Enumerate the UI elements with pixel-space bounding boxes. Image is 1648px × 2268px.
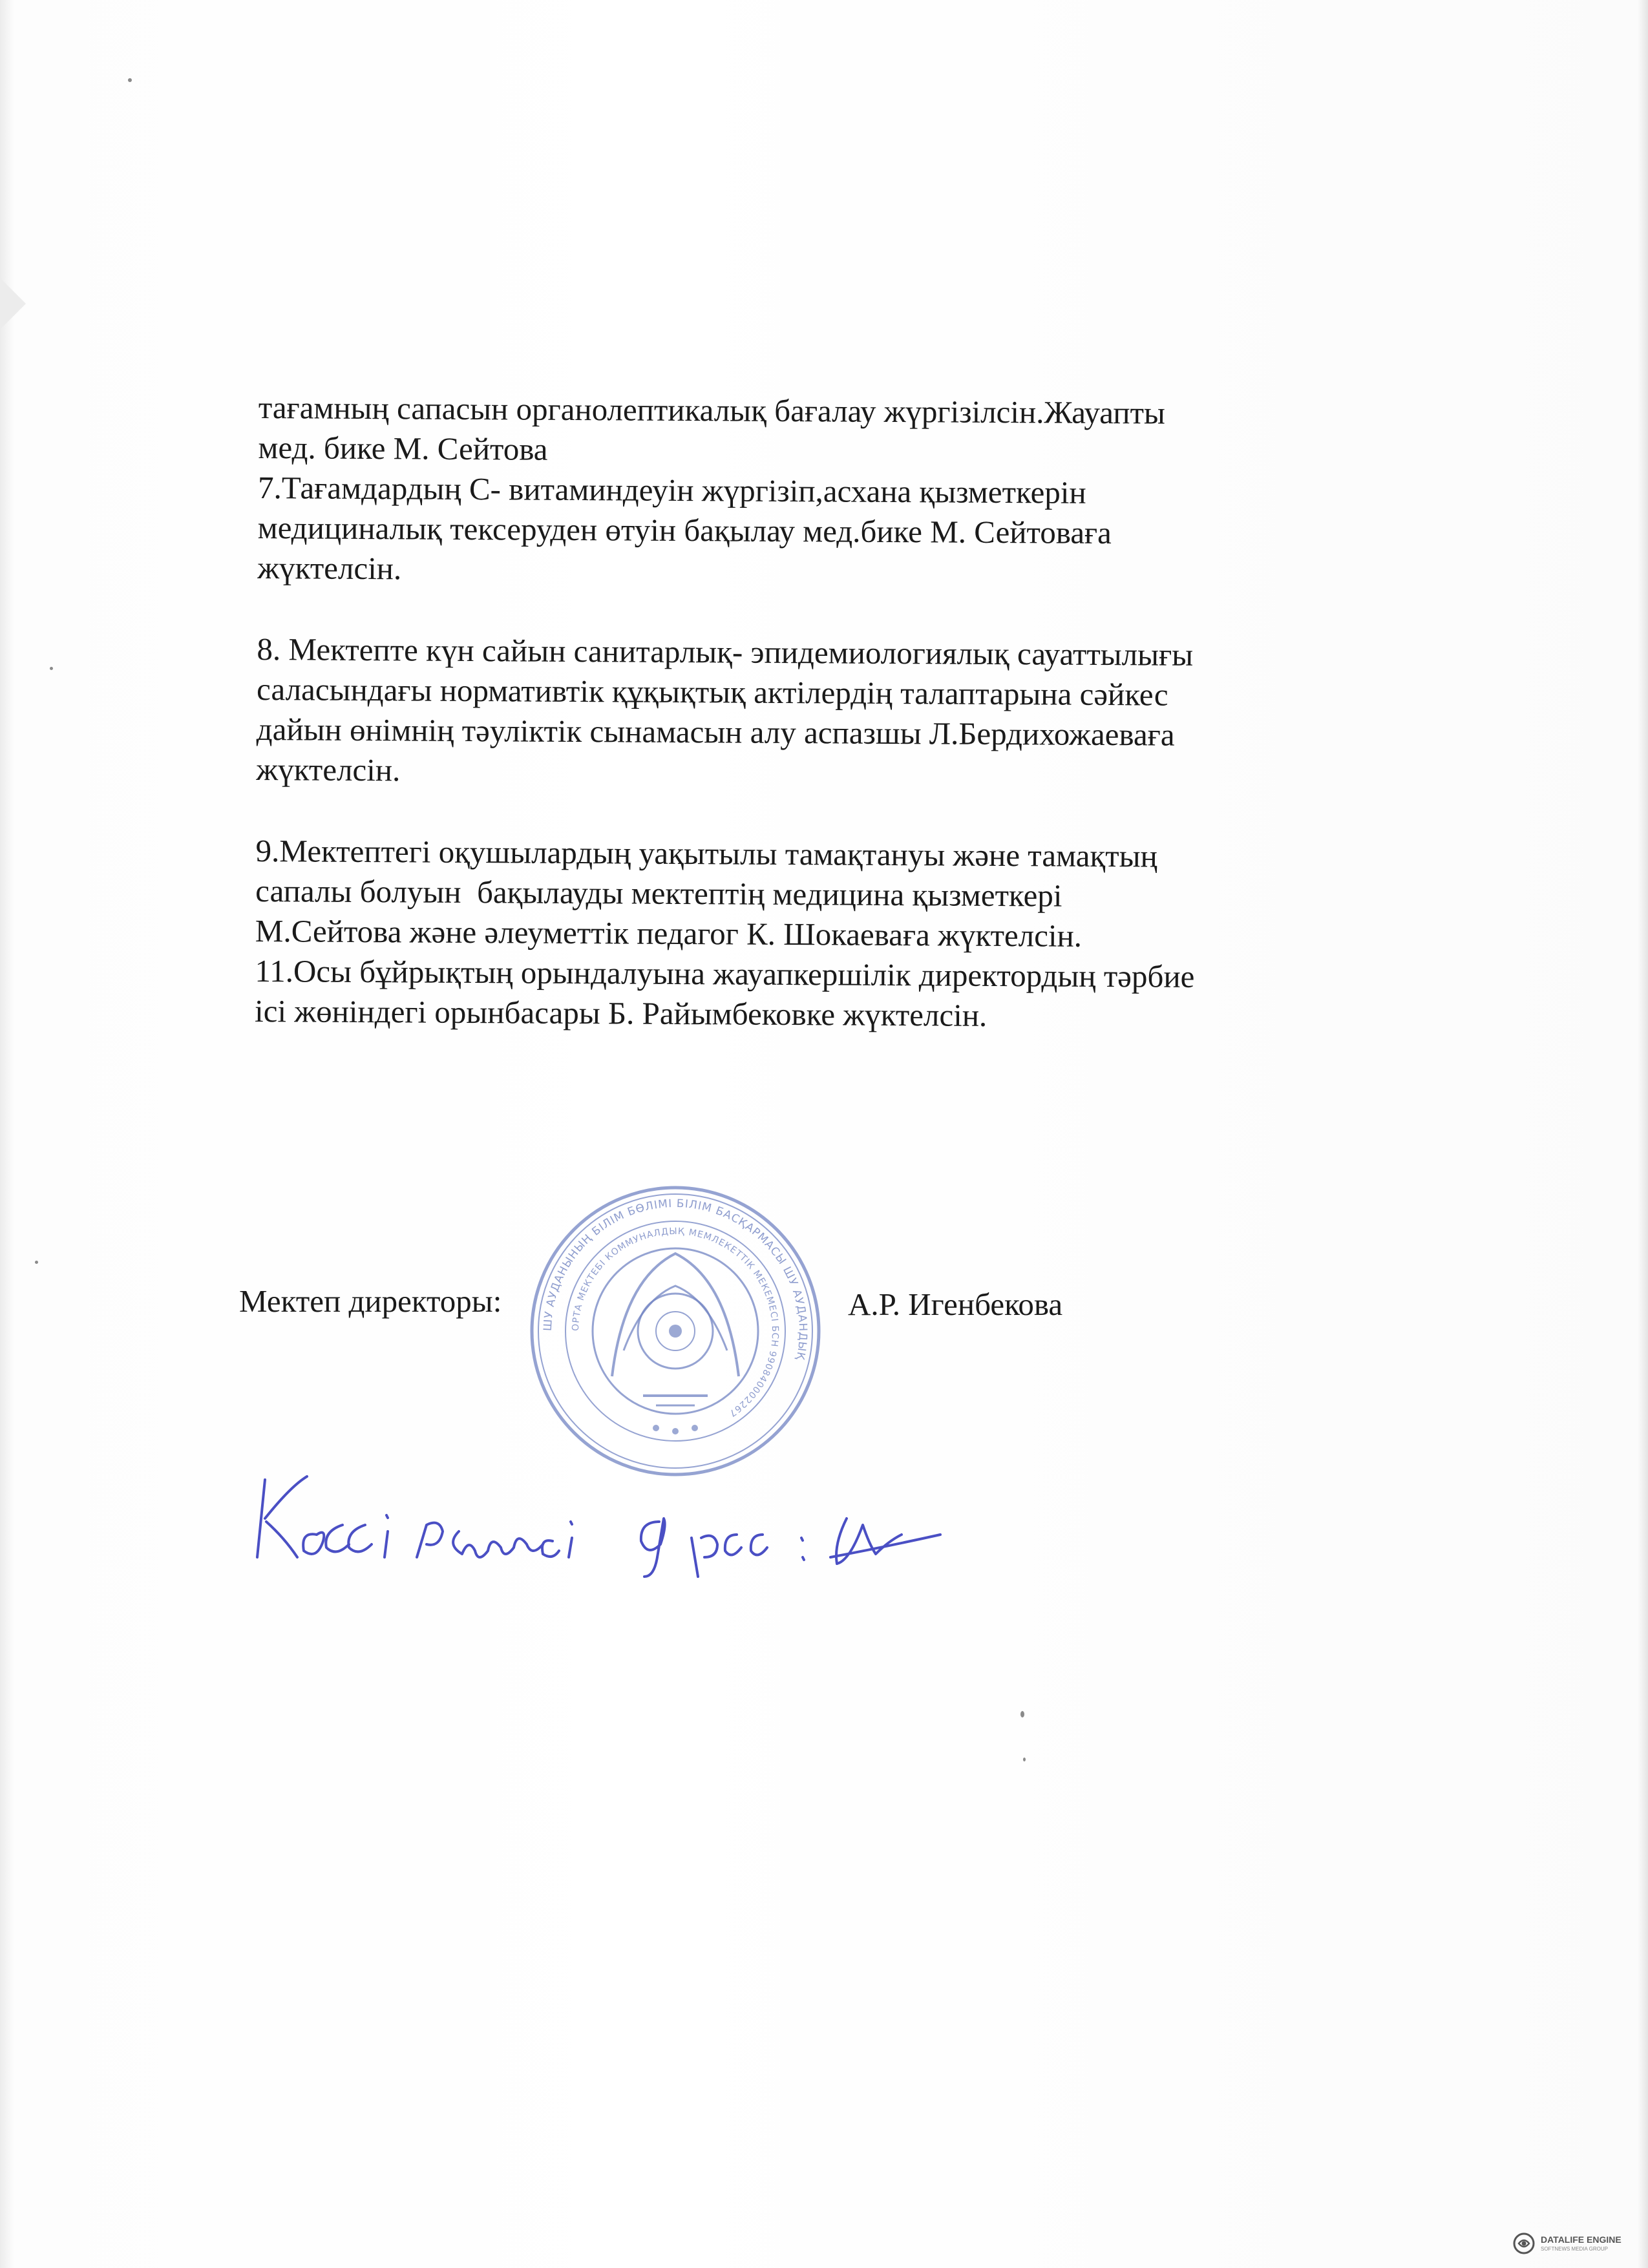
text-line: медициналық тексеруден өтуін бақылау мед.бике М. Сейтоваға (257, 509, 1112, 551)
paragraph-gap (257, 588, 1395, 636)
scan-speck (1020, 1711, 1024, 1717)
text-line: жүктелсін. (257, 549, 402, 587)
director-title: Мектеп директоры: (239, 1283, 502, 1319)
right-edge-shadow (1638, 0, 1648, 2268)
watermark-sub: SOFTNEWS MEDIA GROUP (1541, 2246, 1609, 2252)
seal-inner-text: ОРТА МЕКТЕБІ КОММУНАЛДЫҚ МЕМЛЕКЕТТІК МЕКЕМЕСІ БСН 990840002267 (570, 1226, 781, 1419)
item-11-line: 11.Осы бұйрықтың орындалуына жауапкершілік директордың тәрбие (255, 952, 1195, 994)
signature-block (239, 1283, 1402, 1334)
paragraph-gap (256, 790, 1393, 838)
scan-speck (1023, 1758, 1026, 1761)
datalife-logo-icon (1512, 2232, 1536, 2255)
director-name: А.Р. Игенбекова (848, 1286, 1063, 1322)
watermark (1512, 2229, 1635, 2258)
text-line: тағамның сапасын органолептикалық бағалау жүргізілсін.Жауапты (258, 389, 1166, 431)
item-8-line: 8. Мектепте күн сайын санитарлық- эпидемиологиялық сауаттылығы (257, 631, 1194, 673)
left-edge-shadow (0, 0, 14, 2268)
order-body-text (255, 388, 1396, 1038)
text-line: ісі жөніндегі орынбасары Б. Райымбековке жүктелсін. (254, 992, 988, 1033)
text-line: сапалы болуын бақылауды мектептің медицина қызметкері (255, 872, 1062, 914)
scan-corner-mark (0, 278, 26, 330)
text-line: жүктелсін. (256, 751, 401, 788)
scan-speck (128, 78, 132, 82)
text-line: дайын өнімнің тәуліктік сынамасын алу аспазшы Л.Бердихожаеваға (256, 711, 1175, 753)
text-line: мед. бике М. Сейтова (258, 429, 548, 467)
handwritten-certification (246, 1460, 1060, 1602)
watermark-brand: DATALIFE ENGINE (1541, 2234, 1622, 2245)
item-7-line: 7.Тағамдардың С- витаминдеуін жүргізіп,асхана қызметкерін (257, 469, 1086, 510)
scan-speck (35, 1261, 38, 1264)
text-line: М.Сейтова және әлеуметтік педагог К. Шокаеваға жүктелсін. (255, 912, 1083, 954)
item-9-line: 9.Мектептегі оқушылардың уақытылы тамақтануы және тамақтың (255, 832, 1157, 874)
scan-speck (50, 667, 53, 670)
text-line: саласындағы нормативтік құқықтық актілердің талаптарына сәйкес (256, 671, 1168, 713)
seal-outer-text: ШУ АУДАНЫНЫҢ БІЛІМ БӨЛІМІ БІЛІМ БАСҚАРМАСЫ ШУ АУДАНДЫҚ (541, 1197, 810, 1362)
